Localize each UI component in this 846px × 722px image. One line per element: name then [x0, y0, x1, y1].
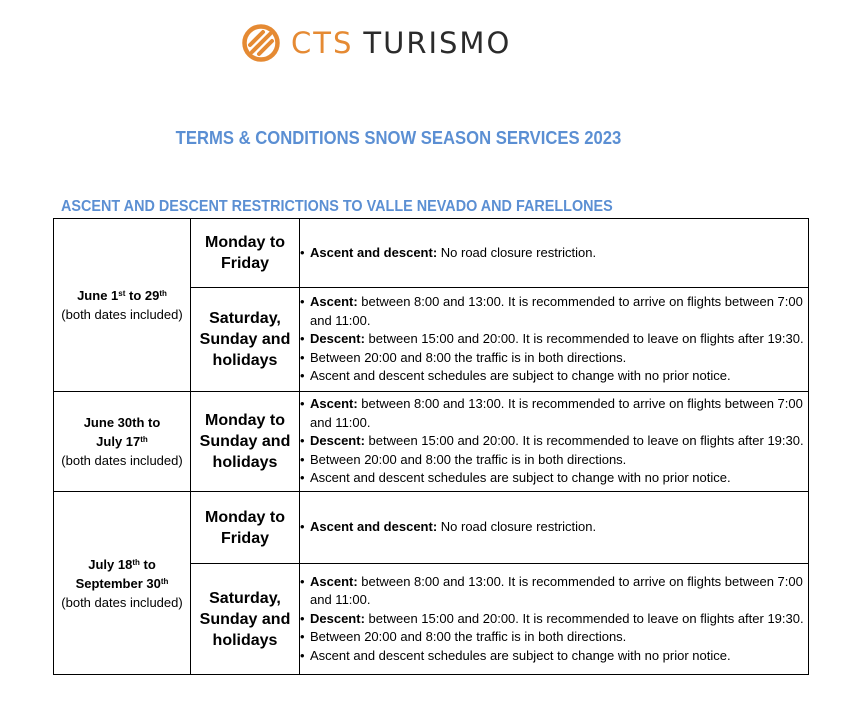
period-cell	[54, 219, 191, 392]
list-item: • Ascent and descent: No road closure restriction.	[310, 518, 808, 536]
period-dates-line2: July 17th	[96, 434, 148, 449]
days-cell: Saturday, Sunday and holidays	[191, 564, 300, 675]
list-item: • Ascent: between 8:00 and 13:00. It is recommended to arrive on flights between 7:00 and 11:00.	[310, 573, 808, 610]
schedule-cell	[300, 492, 809, 564]
list-item: • Descent: between 15:00 and 20:00. It is recommended to leave on flights after 19:30.	[310, 330, 808, 348]
days-cell: Monday to Friday	[191, 219, 300, 288]
schedule-cell	[300, 564, 809, 675]
list-item: • Ascent: between 8:00 and 13:00. It is recommended to arrive on flights between 7:00 and 11:00.	[310, 395, 808, 432]
period-dates-line1: July 18th to	[88, 556, 156, 572]
document-title: TERMS & CONDITIONS SNOW SEASON SERVICES 2023	[175, 127, 622, 148]
list-item: • Ascent and descent schedules are subject to change with no prior notice.	[310, 367, 808, 385]
period-dates: June 1st to 29th	[77, 288, 167, 303]
table-row	[54, 219, 809, 288]
period-cell	[54, 492, 191, 675]
schedule-cell	[300, 392, 809, 492]
period-cell	[54, 392, 191, 492]
days-cell: Monday to Sunday and holidays	[191, 392, 300, 492]
table-row	[54, 392, 809, 492]
list-item: • Ascent and descent schedules are subject to change with no prior notice.	[310, 469, 808, 487]
cts-turismo-logo	[241, 22, 511, 64]
list-item: • Between 20:00 and 8:00 the traffic is in both directions.	[310, 628, 808, 646]
period-dates-line1: June 30th to	[83, 415, 161, 430]
restrictions-table	[53, 218, 809, 675]
table-row	[54, 492, 809, 564]
period-dates-line2: September 30th	[75, 575, 169, 591]
days-cell: Saturday, Sunday and holidays	[191, 288, 300, 392]
schedule-cell	[300, 288, 809, 392]
period-note: (both dates included)	[61, 307, 183, 322]
list-item: • Descent: between 15:00 and 20:00. It is recommended to leave on flights after 19:30.	[310, 610, 808, 628]
list-item: • Ascent and descent: No road closure restriction.	[310, 244, 808, 262]
period-note: (both dates included)	[61, 594, 183, 610]
list-item: • Ascent and descent schedules are subject to change with no prior notice.	[310, 647, 808, 665]
period-note: (both dates included)	[61, 453, 183, 468]
section-title: ASCENT AND DESCENT RESTRICTIONS TO VALLE NEVADO AND FARELLONES	[61, 198, 613, 215]
days-cell: Monday to Friday	[191, 492, 300, 564]
list-item: • Ascent: between 8:00 and 13:00. It is recommended to arrive on flights between 7:00 and 11:00.	[310, 293, 808, 330]
logo-word-text: TURISMO	[363, 26, 512, 60]
cts-logo-icon	[241, 23, 281, 63]
list-item: • Between 20:00 and 8:00 the traffic is in both directions.	[310, 349, 808, 367]
schedule-cell	[300, 219, 809, 288]
logo-brand-text: CTS	[291, 26, 354, 60]
list-item: • Between 20:00 and 8:00 the traffic is in both directions.	[310, 451, 808, 469]
list-item: • Descent: between 15:00 and 20:00. It is recommended to leave on flights after 19:30.	[310, 432, 808, 450]
